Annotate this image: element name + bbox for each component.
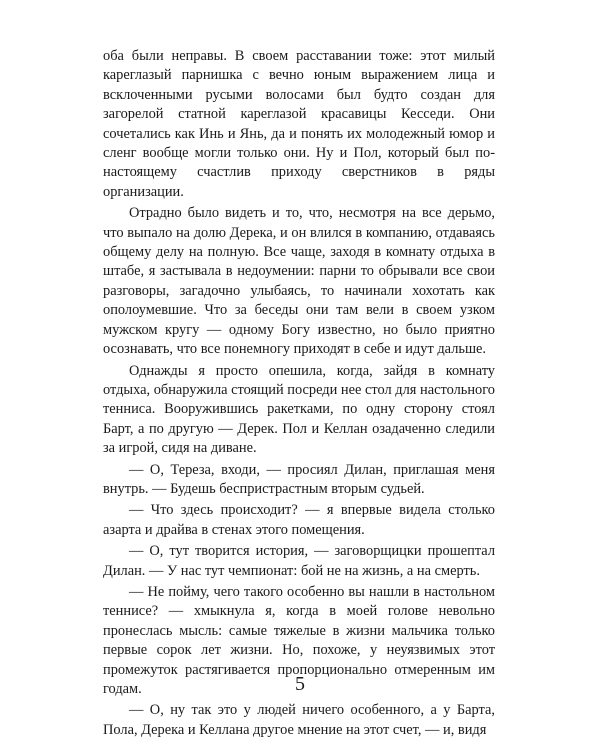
page-number: 5 <box>295 673 305 695</box>
paragraph: Однажды я просто опешила, когда, зайдя в комнату отдыха, обнаружила стоящий посреди нее стол для настольного тенниса. Вооружившись ракетками, по одну сторону стоял Барт, а по другую — Дерек. Пол и Келлан озадаченно следили за игрой, сидя на диване. <box>103 362 495 457</box>
paragraph: — О, ну так это у людей ничего особенного, а у Барта, Пола, Дерека и Келлана другое мнение на этот счет, — и, видя <box>103 702 495 738</box>
body-text <box>103 47 495 742</box>
paragraph: — О, тут творится история, — заговорщицки прошептал Дилан. — У нас тут чемпионат: бой не на жизнь, а на смерть. <box>103 543 495 579</box>
paragraph: — О, Тереза, входи, — просиял Дилан, приглашая меня внутрь. — Будешь беспристрастным вторым судьей. <box>103 461 495 497</box>
paragraph: — Не пойму, чего такого особенно вы нашли в настольном теннисе? — хмыкнула я, когда в моей голове невольно пронеслась мысль: самые тяжелые в жизни мальчика только первые сорок лет жизни. Но, похоже, у неуязвимых этот промежуток растягивается пропорционально отмеренным им годам. <box>103 583 495 697</box>
paragraph: Отрадно было видеть и то, что, несмотря на все дерьмо, что выпало на долю Дерека, и он влился в компанию, отдаваясь общему делу на полную. Все чаще, заходя в комнату отдыха в штабе, я застывала в недоумении: парни то обрывали все свои разговоры, загадочно улыбаясь, то начинали хохотать как ополоумевшие. Что за беседы они там вели в своем узком мужском кругу — одному Богу известно, но было приятно осознавать, что все понемногу приходят в себе и идут дальше. <box>103 205 495 358</box>
paragraph: — Что здесь происходит? — я впервые видела столько азарта и драйва в стенах этого помещения. <box>103 502 495 538</box>
paragraph: оба были неправы. В своем расставании тоже: этот милый кареглазый парнишка с вечно юным выражением лица и всклоченными русыми волосами был будто создан для загорелой статной кареглазой красавицы Кесседи. Они сочетались как Инь и Янь, да и понять их молодежный юмор и сленг вообще могли только они. Ну и Пол, который был по-настоящему счастлив приходу сверстников в ряды организации. <box>103 48 495 200</box>
